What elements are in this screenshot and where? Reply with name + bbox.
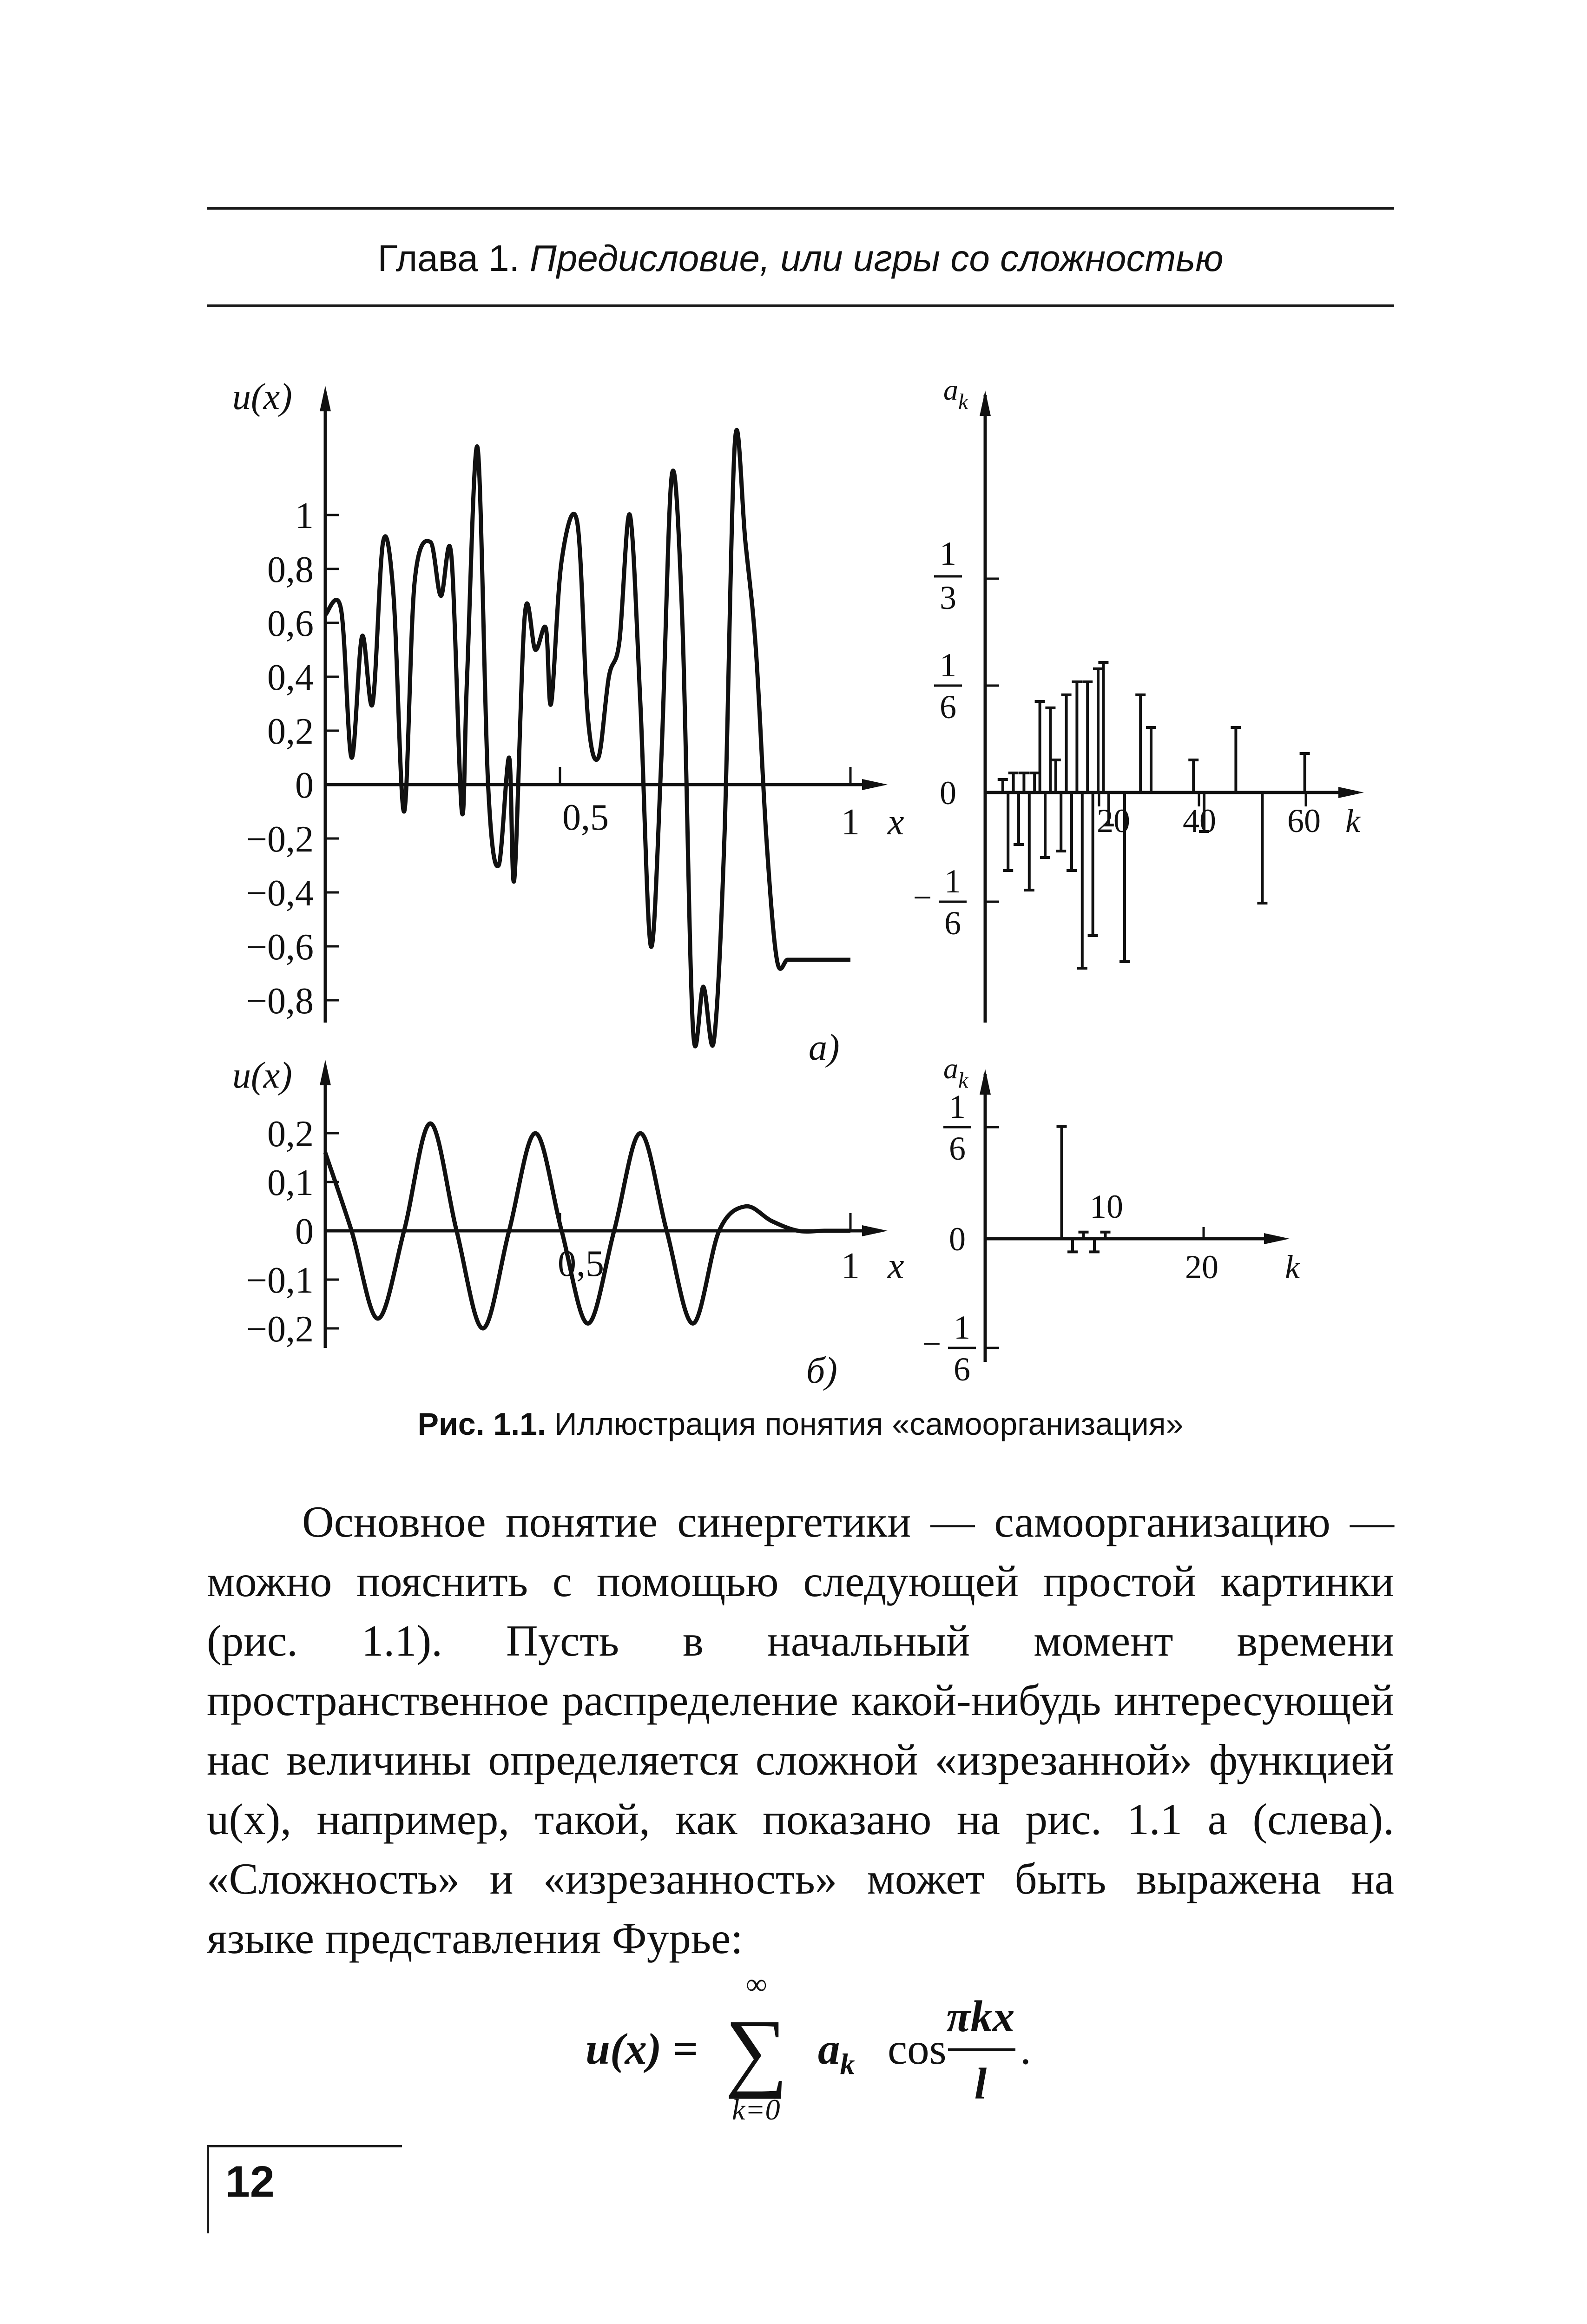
svg-text:∑: ∑ — [725, 2002, 788, 2100]
bars-ak-complex — [998, 662, 1310, 968]
x-axis-label-bl: x — [888, 1246, 904, 1287]
x-tick-label-05-bl: 0,5 — [558, 1243, 604, 1284]
plot-top-left — [232, 376, 904, 1068]
svg-text:−: − — [913, 879, 932, 916]
frac-neg-sixth-br — [922, 1309, 999, 1388]
y-tick-label-tl: 0,8 — [267, 549, 314, 590]
svg-text:k=0: k=0 — [732, 2093, 780, 2126]
svg-text:6: 6 — [954, 1351, 970, 1388]
svg-text:πkx: πkx — [946, 1992, 1015, 2041]
svg-text:1: 1 — [949, 1088, 966, 1125]
svg-text:1: 1 — [940, 647, 956, 684]
y-tick-label-tl: −0,2 — [246, 819, 314, 860]
y-tick-label-tl: −0,8 — [246, 981, 314, 1022]
x-tick-label-10-br: 10 — [1090, 1188, 1123, 1225]
svg-text:6: 6 — [949, 1130, 966, 1167]
curve-u-simple — [325, 1123, 850, 1328]
y-axis-label-bl: u(x) — [232, 1055, 292, 1096]
plot-bottom-left — [232, 1055, 904, 1391]
figure-caption — [207, 1406, 1394, 1442]
y-axis-arrow-br — [980, 1069, 991, 1095]
chapter-number: Глава 1. — [377, 238, 520, 279]
y-tick-label-tl: −0,6 — [246, 927, 314, 968]
svg-text:1: 1 — [940, 535, 956, 572]
x-axis-arrow-br — [1264, 1233, 1290, 1244]
y-tick-label-tl: 0 — [295, 765, 314, 806]
panel-label-b: б) — [806, 1350, 837, 1391]
svg-text:3: 3 — [940, 579, 956, 616]
y-axis-arrow-tl — [320, 386, 331, 411]
frac-sixth-tr — [934, 647, 999, 726]
x-tick-label-1-tl: 1 — [841, 802, 860, 843]
svg-text:1: 1 — [944, 863, 961, 900]
svg-text:ak: $a_k$ — [818, 2024, 855, 2080]
frac-sixth-br — [943, 1088, 999, 1167]
y-tick-label-bl: −0,2 — [246, 1309, 314, 1350]
svg-text:1: 1 — [954, 1309, 970, 1346]
y-axis-label-br: $a_k$ — [943, 1052, 968, 1093]
svg-text:.: . — [1020, 2024, 1031, 2073]
y-tick-label-tl: 0,6 — [267, 603, 314, 644]
y-tick-label-bl: −0,1 — [246, 1260, 314, 1301]
plot-bottom-right — [922, 1052, 1301, 1388]
zero-label-br: 0 — [949, 1221, 966, 1258]
svg-text:6: 6 — [944, 905, 961, 942]
y-axis-arrow-bl — [320, 1060, 331, 1085]
zero-label-tr: 0 — [940, 774, 956, 812]
paragraph-1: Основное понятие синергетики — самоорганизацию — можно пояснить с помощью следующей простой картинки (рис. 1.1). Пусть в начальный момент времени пространственное распределение какой-нибудь интересующей нас величины определяется сложной «изрезанной» функцией u(x), например, такой, как показано на рис. 1.1 а (слева). «Сложность» и «изрезанность» может быть выражена на языке представления Фурье: — [207, 1497, 1394, 1963]
y-tick-label-bl: 0 — [295, 1211, 314, 1252]
svg-text:−: − — [922, 1325, 942, 1362]
x-tick-label-60-tr: 60 — [1287, 802, 1321, 839]
y-axis-arrow-tr — [980, 390, 991, 416]
fourier-formula — [572, 1948, 1176, 2143]
plot-top-right — [913, 373, 1364, 1023]
x-axis-arrow-bl — [862, 1225, 888, 1236]
y-axis-label-tl: u(x) — [232, 376, 292, 417]
chapter-title: Предисловие, или игры со сложностью — [529, 238, 1224, 279]
x-axis-label-br: k — [1285, 1248, 1300, 1286]
frac-third-tr — [934, 535, 999, 616]
body-paragraph — [207, 1492, 1394, 1968]
svg-text:l: l — [974, 2059, 987, 2108]
y-tick-label-tl: 0,4 — [267, 657, 314, 698]
y-tick-label-tl: 0,2 — [267, 711, 314, 752]
y-tick-label-tl: −0,4 — [246, 873, 314, 914]
y-tick-label-tl: 1 — [295, 495, 314, 536]
curve-u-complex — [325, 430, 850, 1046]
x-axis-arrow-tr — [1338, 787, 1364, 798]
svg-text:6: 6 — [940, 688, 956, 726]
svg-text:u(x) =: u(x) = — [586, 2024, 698, 2073]
caption-label: Рис. 1.1. — [417, 1406, 546, 1442]
x-tick-label-1-bl: 1 — [841, 1246, 860, 1287]
x-tick-label-20-br: 20 — [1185, 1248, 1218, 1286]
x-tick-label-05-tl: 0,5 — [562, 797, 609, 838]
x-tick-label-40-tr: 40 — [1183, 802, 1216, 839]
svg-text:cos: cos — [888, 2024, 947, 2073]
page-number-box — [207, 2145, 402, 2233]
svg-text:∞: ∞ — [746, 1967, 767, 2000]
x-axis-arrow-tl — [862, 779, 888, 790]
x-axis-label-tl: x — [888, 802, 904, 843]
x-tick-label-20-tr: 20 — [1097, 802, 1130, 839]
panel-label-a: а) — [809, 1027, 840, 1068]
y-tick-label-bl: 0,2 — [267, 1114, 314, 1155]
caption-text: Иллюстрация понятия «самоорганизация» — [554, 1406, 1184, 1442]
page-number: 12 — [225, 2157, 275, 2206]
x-axis-label-tr: k — [1345, 802, 1360, 839]
y-tick-label-bl: 0,1 — [267, 1162, 314, 1203]
y-axis-label-tr: $a_k$ — [943, 373, 968, 414]
